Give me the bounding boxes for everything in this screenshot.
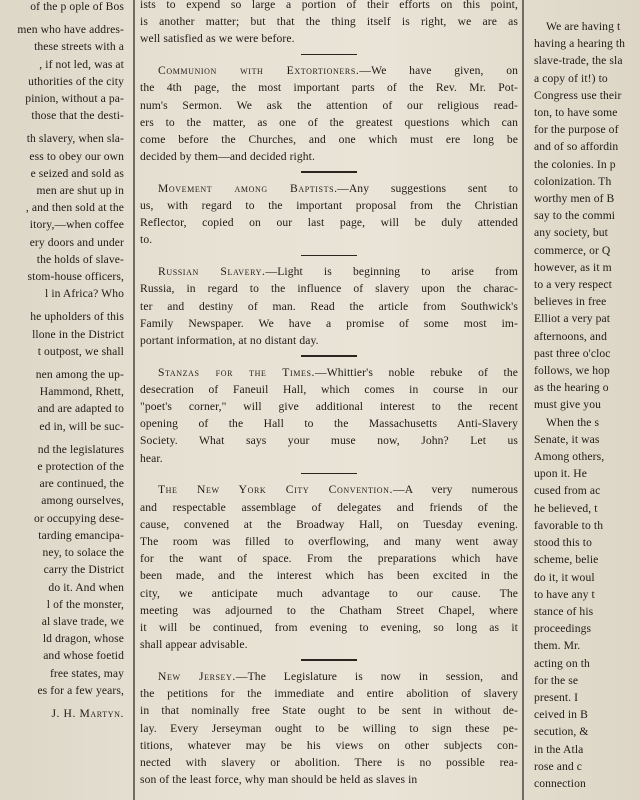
text-line: however, as it m (534, 260, 612, 274)
text-line: proceedings (534, 622, 592, 636)
text-line: in the Atla (534, 742, 584, 756)
text-line: num's Sermon. We ask the attention of our religious read- (140, 98, 518, 112)
text-line: tarding emancipa- (38, 528, 124, 542)
text-line: l in Africa? Who (45, 287, 124, 301)
text-line: past three o'cloc (534, 346, 611, 360)
text-line: to have any t (534, 587, 595, 601)
text-line: stom-house officers, (27, 270, 124, 284)
text-line: colonization. Th (534, 174, 612, 188)
text-line: having a hearing th (534, 37, 626, 51)
section-divider (301, 473, 357, 475)
text-line: al slave trade, we (41, 614, 124, 628)
text-line: ceived in B (534, 708, 588, 722)
text-line: opening of the Hall to the Massachusetts Anti-Slavery (140, 417, 518, 431)
text-line: do it, it woul (534, 570, 595, 584)
center-column (140, 0, 518, 796)
article (140, 180, 518, 249)
section-divider (301, 171, 357, 173)
text-line: and are adapted to (37, 402, 124, 416)
text-line (140, 180, 518, 197)
text-line: say to the commi (534, 209, 616, 223)
text-line: rose and c (534, 759, 582, 773)
text-line: us, with regard to the important proposal from the Christian (140, 199, 518, 213)
text-line: ery doors and under (29, 235, 124, 249)
text-line: for the want of space. From the preparations which have (140, 552, 518, 566)
text-line: worthy men of B (534, 192, 615, 206)
text-line: We are having t (546, 20, 621, 33)
text-line: Congress use their (534, 88, 622, 102)
text-line: hear. (140, 451, 163, 465)
text-line: as the hearing o (534, 381, 609, 395)
text-line: J. H. Martyn. (51, 706, 124, 720)
text-line: must give you (534, 398, 601, 412)
text-line: to a very respect (534, 278, 612, 292)
article-text: —Light is beginning to arise from (265, 265, 518, 279)
text-line: the petitions for the immediate and entire abolition of slavery (140, 687, 518, 701)
article-heading: New Jersey. (158, 669, 236, 683)
article-heading: Communion with Extortioners. (158, 64, 360, 78)
text-line: nd the legislatures (37, 442, 124, 456)
article-text: .—Any suggestions sent to (334, 181, 518, 195)
text-line: titions, whatever may be his views on other subjects con- (140, 738, 518, 752)
text-line: and whose foetid (43, 649, 124, 663)
text-line: he believed, t (534, 501, 598, 515)
text-line: any society, but (534, 226, 608, 240)
article (140, 62, 518, 165)
text-line: Elliot a very pat (534, 312, 611, 326)
text-line: these streets with a (34, 40, 124, 54)
text-line: e protection of the (37, 460, 124, 474)
text-line: t outpost, we shall (37, 344, 124, 358)
text-line (140, 364, 518, 381)
text-line: es for a few years, (37, 683, 124, 697)
section-divider (301, 54, 357, 56)
article-text: —Whittier's noble rebuke of the (315, 365, 518, 379)
text-line: th slavery, when sla- (26, 132, 124, 146)
text-line: cused from ac (534, 484, 601, 498)
text-line: secution, & (534, 725, 589, 739)
text-line: those that the desti- (31, 109, 124, 123)
text-line: and respectable assemblage of delegates and friends of the (140, 500, 518, 514)
text-line (140, 263, 518, 280)
text-line: desecration of Faneuil Hall, which comes in course in our (140, 382, 518, 396)
article-text: —The Legislature is now in session, and (235, 669, 518, 683)
text-line: afternoons, and (534, 329, 607, 343)
text-line: to. (140, 233, 153, 247)
text-line (140, 62, 518, 79)
text-line: , if not led, was at (39, 57, 124, 71)
text-line: the colonies. In p (534, 157, 616, 171)
text-line: commerce, or Q (534, 243, 611, 257)
text-line: nen among the up- (35, 368, 124, 382)
article-text: —A very numerous (393, 483, 518, 497)
text-line (140, 481, 518, 498)
text-line: ter and destiny of man. Read the article from Southwick's (140, 299, 518, 313)
article-heading: The New York City Convention. (158, 483, 394, 497)
text-line: Reflector, copied on our last page, will be duly attended (140, 216, 518, 230)
text-line: ists to expend so large a portion of their efforts on this point, (140, 0, 518, 11)
article (140, 364, 518, 467)
text-line: acting on th (534, 656, 590, 670)
intro-paragraph (140, 0, 518, 48)
text-line: ers to the matter, as one of the greatest questions which can (140, 115, 518, 129)
text-line: are continued, the (39, 477, 124, 491)
text-line: a copy of it!) to (534, 71, 608, 85)
text-line: shall appear advisable. (140, 638, 248, 652)
text-line: and of so affordin (534, 140, 619, 154)
text-line: among ourselves, (41, 494, 124, 508)
text-line: the 4th page, the most important parts of the Rev. Mr. Pot- (140, 81, 518, 95)
text-line: the holds of slave- (36, 252, 124, 266)
article-list (140, 54, 518, 789)
text-line: cause, convened at the Broadway Hall, on Tuesday evening. (140, 517, 518, 531)
text-line: Among others, (534, 450, 605, 464)
text-line: favorable to th (534, 518, 604, 532)
text-line: ton, to have some (534, 106, 618, 120)
article (140, 668, 518, 788)
text-line: believes in free (534, 295, 607, 309)
column-rule-right (522, 0, 524, 800)
article-heading: Russian Slavery. (158, 265, 266, 279)
text-line: slave-trade, the sla (534, 54, 623, 68)
text-line: scheme, belie (534, 553, 599, 567)
text-line: lay. Every Jerseyman ought to be willing to sign these pe- (140, 721, 518, 735)
text-line: is another matter; but that the thing itself is right, we are as (140, 15, 518, 29)
text-line: llone in the District (32, 327, 124, 341)
text-line: Senate, it was (534, 432, 600, 446)
text-line: When the s (546, 415, 600, 429)
section-divider (301, 659, 357, 661)
text-line: decided by them—and decided right. (140, 150, 315, 164)
left-column (0, 0, 128, 798)
text-line: been made, and the interest which has been excited in the (140, 569, 518, 583)
text-line: in that nominally free State ought to be sent in without de- (140, 704, 518, 718)
text-line: portant information, at no distant day. (140, 333, 319, 347)
text-line: uthorities of the city (28, 74, 124, 88)
text-line: come before the Churches, and one which must ere long be (140, 132, 518, 146)
article-heading: Movement among Baptists (158, 181, 335, 195)
column-rule-left (133, 0, 135, 800)
text-line: men who have addres- (17, 23, 124, 37)
text-line: son of the least force, why man should be held as slaves in (140, 773, 418, 787)
text-line: Hammond, Rhett, (39, 385, 124, 399)
text-line: of the p ople of Bos (30, 0, 124, 13)
text-line: carry the District (43, 563, 124, 577)
article (140, 481, 518, 653)
section-divider (301, 255, 357, 257)
text-line: The room was filled to overflowing, and many went away (140, 534, 518, 548)
text-line: Family Newspaper. We have a promise of some most im- (140, 316, 518, 330)
article-text: —We have given, on (359, 64, 518, 78)
text-line: present. I (534, 690, 579, 704)
text-line: upon it. He (534, 467, 587, 481)
article (140, 263, 518, 349)
text-line: pinion, without a pa- (25, 92, 124, 106)
text-line: them. Mr. (534, 639, 581, 653)
text-line: follows, we hop (534, 364, 610, 378)
right-column (528, 18, 640, 800)
text-line: well satisfied as we were before. (140, 32, 295, 46)
text-line: ess to obey our own (29, 149, 124, 163)
text-line: do it. And when (48, 580, 124, 594)
text-line: for the se (534, 673, 579, 687)
text-line: meeting was adjourned to the Chatham Street Chapel, where (140, 603, 518, 617)
text-line: "poet's corner," will give additional interest to the recent (140, 400, 518, 414)
text-line: Russia, in regard to the influence of slavery upon the charac- (140, 282, 518, 296)
text-line: , and then sold at the (25, 201, 124, 215)
article-heading: Stanzas for the Times. (158, 365, 316, 379)
section-divider (301, 355, 357, 357)
text-line: or occupying dese- (33, 511, 124, 525)
text-line: it will be continued, from evening to evening, so long as it (140, 621, 518, 634)
text-line: free states, may (49, 666, 124, 680)
text-line: ney, to solace the (42, 546, 124, 560)
text-line: ld dragon, whose (42, 632, 124, 646)
text-line: city, we anticipate much advantage to our cause. The (140, 586, 518, 600)
text-line: l of the monster, (46, 597, 124, 611)
text-line: e seized and sold as (30, 166, 124, 180)
text-line: ed in, will be suc- (39, 419, 124, 433)
text-line: men are shut up in (36, 184, 124, 198)
text-line: stance of his (534, 604, 594, 618)
text-line: itory,—when coffee (29, 218, 124, 232)
text-line (140, 668, 518, 685)
text-line: connection (534, 776, 586, 790)
text-line: Society. What says your muse now, John? Let us (140, 434, 518, 448)
text-line: for the purpose of (534, 123, 619, 137)
text-line: he upholders of this (30, 310, 124, 324)
text-line: nected with slavery or abolition. There is no possible rea- (140, 755, 518, 769)
text-line: stood this to (534, 536, 592, 550)
